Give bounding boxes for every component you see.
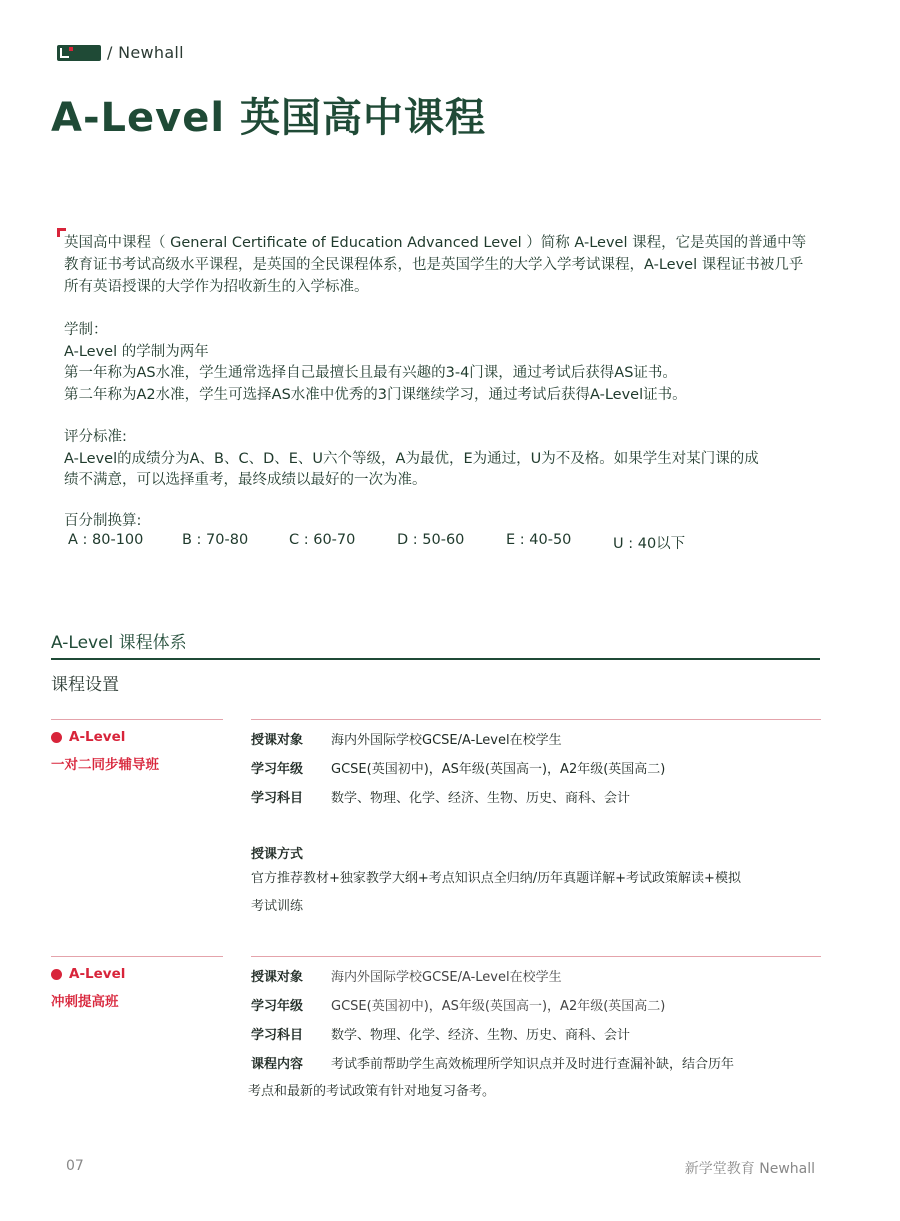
detail-label: 学习年级 [251, 762, 304, 777]
course-name-text: A-Level [69, 729, 126, 745]
system-block [64, 320, 824, 406]
course-divider-left [51, 719, 223, 720]
intro-paragraph: 英国高中课程（ General Certificate of Education Advanced Level ）简称 A-Level 课程，它是英国的普通中等教育证书考试高级水平课程，是英国的全民课程体系，也是英国学生的大学入学考试课程，A-Level 课程证书被几乎所有英语授课的大学作为招收新生的入学标准。 [64, 235, 807, 295]
detail-value: 数学、物理、化学、经济、生物、历史、商科、会计 [331, 791, 631, 806]
method-line: 官方推荐教材+独家教学大纲+考点知识点全归纳/历年真题详解+考试政策解读+模拟 [251, 871, 741, 886]
system-heading: 学制： [64, 322, 108, 338]
grading-line: A-Level的成绩分为A、B、C、D、E、U六个等级，A为最优，E为通过，U为不及格。如果学生对某门课的成 [64, 450, 759, 467]
section-title: A-Level 课程体系 [51, 633, 187, 653]
newhall-logo-icon [57, 45, 101, 61]
method-title: 授课方式 [251, 847, 304, 862]
course-content-continued: 考点和最新的考试政策有针对地复习备考。 [248, 1084, 496, 1099]
bullet-dot-icon [51, 732, 62, 743]
grading-block [64, 427, 824, 492]
system-line: A-Level 的学制为两年 [64, 343, 209, 360]
percent-heading: 百分制换算: [64, 513, 142, 529]
percent-item: E : 40-50 [506, 532, 572, 548]
percent-item: C : 60-70 [289, 532, 356, 548]
detail-row [251, 1053, 734, 1082]
detail-label: 学习科目 [251, 791, 304, 806]
page-number: 07 [66, 1158, 84, 1174]
course-divider-right [251, 719, 821, 720]
course-name [51, 729, 125, 745]
system-line: 第二年称为A2水准，学生可选择AS水准中优秀的3门课继续学习，通过考试后获得A-Level证书。 [64, 386, 687, 403]
percent-item: B : 70-80 [182, 532, 249, 548]
percent-item: D : 50-60 [397, 532, 465, 548]
detail-row [251, 966, 734, 995]
percent-heading-block [64, 511, 824, 533]
section-subtitle: 课程设置 [51, 675, 119, 695]
brand-name: / Newhall [107, 43, 184, 62]
detail-row [251, 787, 665, 816]
course-sub: 冲刺提高班 [51, 994, 119, 1010]
system-line: 第一年称为AS水准，学生通常选择自己最擅长且最有兴趣的3-4门课，通过考试后获得AS证书。 [64, 365, 677, 381]
detail-label: 课程内容 [251, 1057, 304, 1072]
page-title: A-Level 英国高中课程 [51, 95, 487, 141]
detail-row [251, 729, 665, 758]
course-sub: 一对二同步辅导班 [51, 757, 159, 773]
detail-label: 学习科目 [251, 1028, 304, 1043]
percent-row [68, 532, 685, 553]
course-divider-left [51, 956, 223, 957]
grading-line: 绩不满意，可以选择重考，最终成绩以最好的一次为准。 [64, 472, 427, 488]
course-2-details [251, 966, 734, 1082]
bullet-dot-icon [51, 969, 62, 980]
detail-value: 海内外国际学校GCSE/A-Level在校学生 [331, 970, 562, 985]
detail-label: 学习年级 [251, 999, 304, 1014]
detail-label: 授课对象 [251, 970, 304, 985]
detail-label: 授课对象 [251, 733, 304, 748]
method-line: 考试训练 [251, 899, 304, 914]
percent-item: A : 80-100 [68, 532, 144, 548]
course-1-details [251, 729, 665, 816]
footer-brand: 新学堂教育 Newhall [684, 1161, 815, 1177]
detail-value: 考试季前帮助学生高效梳理所学知识点并及时进行查漏补缺，结合历年 [331, 1057, 735, 1072]
brand [57, 43, 184, 62]
detail-row [251, 758, 665, 787]
course-name-text: A-Level [69, 966, 126, 982]
detail-value: 海内外国际学校GCSE/A-Level在校学生 [331, 733, 562, 748]
course-name [51, 966, 125, 982]
course-divider-right [251, 956, 821, 957]
section-divider [51, 658, 820, 660]
detail-row [251, 1024, 734, 1053]
percent-item: U : 40以下 [613, 536, 686, 552]
detail-value: GCSE(英国初中)，AS年级(英国高一)，A2年级(英国高二) [331, 999, 666, 1014]
detail-value: 数学、物理、化学、经济、生物、历史、商科、会计 [331, 1028, 631, 1043]
detail-value: GCSE(英国初中)，AS年级(英国高一)，A2年级(英国高二) [331, 762, 666, 777]
detail-row [251, 995, 734, 1024]
grading-heading: 评分标准: [64, 429, 127, 445]
method-body [251, 865, 811, 921]
